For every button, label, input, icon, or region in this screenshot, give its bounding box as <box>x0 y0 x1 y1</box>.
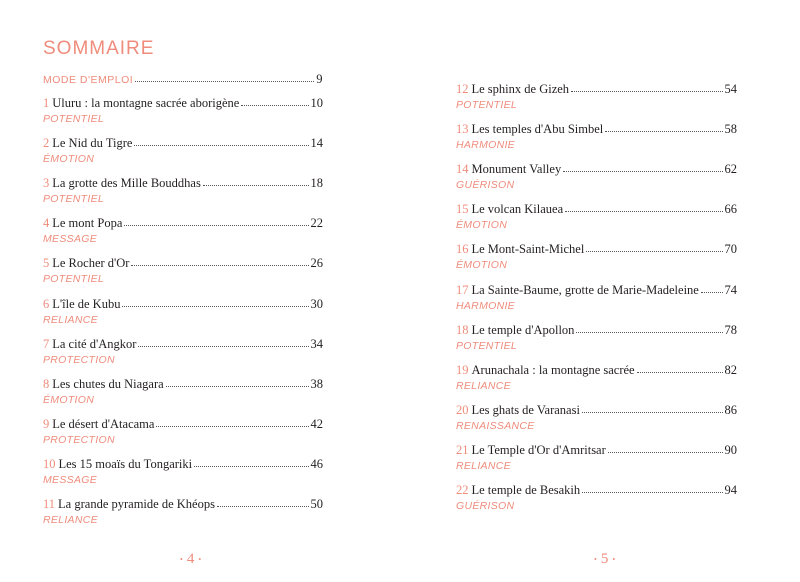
dot-leader <box>605 122 722 132</box>
dot-leader <box>701 283 723 293</box>
entry-tag: ÉMOTION <box>456 219 508 232</box>
entry-title: La grotte des Mille Bouddhas <box>52 176 201 191</box>
entry-page: 54 <box>724 82 737 96</box>
page-number: • 4 • <box>180 551 202 567</box>
toc-entry[interactable] <box>43 337 323 367</box>
entry-page: 22 <box>310 216 323 231</box>
entry-number: 4 <box>43 216 50 231</box>
entry-number: 5 <box>43 256 50 271</box>
entry-tag: RELIANCE <box>43 313 98 326</box>
entry-page: 62 <box>724 162 737 177</box>
dot-leader <box>135 72 314 82</box>
entry-page: 86 <box>724 402 737 417</box>
entry-title: MODE D'EMPLOI <box>43 74 134 86</box>
mode-emploi-entry[interactable] <box>43 72 323 88</box>
entry-tag: HARMONIE <box>456 139 515 152</box>
entry-page: 14 <box>310 136 323 151</box>
toc-entry[interactable] <box>43 256 323 286</box>
toc-entry[interactable] <box>43 497 323 527</box>
entry-title: L'île de Kubu <box>52 296 121 311</box>
entry-number: 10 <box>43 456 56 471</box>
entry-number: 22 <box>456 483 469 497</box>
toc-entry[interactable] <box>456 403 737 433</box>
entry-title: Le Temple d'Or d'Amritsar <box>471 442 606 457</box>
entry-tag: POTENTIEL <box>456 339 518 352</box>
entry-tag: MESSAGE <box>43 473 98 486</box>
entry-number: 20 <box>456 402 469 417</box>
toc-entry[interactable] <box>456 82 737 112</box>
dot-leader <box>194 457 308 467</box>
entry-page: 9 <box>316 72 323 86</box>
toc-entry[interactable] <box>43 96 323 126</box>
dot-leader <box>124 216 308 226</box>
dot-leader <box>582 403 723 413</box>
dot-leader <box>134 136 308 146</box>
dot-leader <box>576 323 722 333</box>
entry-page: 18 <box>310 176 323 191</box>
dot-leader <box>131 256 308 266</box>
entry-page: 34 <box>310 336 323 351</box>
entry-number: 17 <box>456 282 469 297</box>
entry-number: 8 <box>43 376 50 391</box>
entry-title: Le Mont-Saint-Michel <box>471 242 585 257</box>
entry-number: 12 <box>456 82 469 96</box>
entry-tag: RELIANCE <box>43 514 98 526</box>
dot-leader <box>138 337 308 347</box>
entry-number: 9 <box>43 416 50 431</box>
entry-page: 90 <box>724 442 737 457</box>
entry-page: 38 <box>310 376 323 391</box>
entry-page: 74 <box>724 282 737 297</box>
toc-entry[interactable] <box>43 176 323 206</box>
entry-tag: ÉMOTION <box>43 393 95 406</box>
entry-page: 30 <box>310 296 323 311</box>
entry-number: 1 <box>43 96 50 110</box>
toc-entry[interactable] <box>456 443 737 473</box>
right-page <box>400 0 800 582</box>
entry-page: 66 <box>724 202 737 217</box>
entry-page: 46 <box>310 456 323 471</box>
toc-entry[interactable] <box>456 202 737 232</box>
entry-title: Arunachala : la montagne sacrée <box>471 362 635 377</box>
entry-tag: ÉMOTION <box>456 259 508 272</box>
entry-page: 82 <box>724 362 737 377</box>
dot-leader <box>241 96 308 106</box>
entry-title: Les temples d'Abu Simbel <box>471 122 604 137</box>
entry-title: Le temple de Besakih <box>471 483 581 497</box>
entry-title: Les 15 moaïs du Tongariki <box>58 456 193 471</box>
entry-number: 11 <box>43 497 56 511</box>
entry-title: Les ghats de Varanasi <box>471 402 580 417</box>
entry-page: 70 <box>724 242 737 257</box>
entry-number: 2 <box>43 136 50 151</box>
entry-page: 58 <box>724 122 737 137</box>
entry-number: 13 <box>456 122 469 137</box>
dot-leader <box>565 202 722 212</box>
dot-leader <box>122 297 308 307</box>
entry-tag: RELIANCE <box>456 459 511 472</box>
entry-number: 3 <box>43 176 50 191</box>
dot-leader <box>203 176 309 186</box>
entry-page: 50 <box>310 497 323 511</box>
entry-title: La cité d'Angkor <box>52 336 137 351</box>
toc-entry[interactable] <box>43 297 323 327</box>
entry-tag: POTENTIEL <box>43 193 105 206</box>
dot-leader <box>563 162 722 172</box>
toc-entry[interactable] <box>456 283 737 313</box>
entry-tag: GUÉRISON <box>456 179 515 192</box>
entry-number: 18 <box>456 322 469 337</box>
toc-entry[interactable] <box>43 377 323 407</box>
entry-number: 21 <box>456 442 469 457</box>
toc-entry[interactable] <box>456 323 737 353</box>
entry-tag: HARMONIE <box>456 299 515 312</box>
entry-tag: GUÉRISON <box>456 500 515 512</box>
toc-entry[interactable] <box>43 417 323 447</box>
entry-number: 16 <box>456 242 469 257</box>
entry-tag: ÉMOTION <box>43 153 95 166</box>
entry-number: 19 <box>456 362 469 377</box>
entry-tag: PROTECTION <box>43 433 115 446</box>
entry-page: 42 <box>310 416 323 431</box>
entry-tag: RELIANCE <box>456 379 511 392</box>
dot-leader <box>156 417 308 427</box>
toc-entry[interactable] <box>456 242 737 272</box>
dot-leader <box>217 497 309 507</box>
dot-leader <box>571 82 722 92</box>
entry-tag: RENAISSANCE <box>456 419 535 432</box>
page-title: SOMMAIRE <box>43 38 155 59</box>
entry-title: Le Nid du Tigre <box>52 136 133 151</box>
dot-leader <box>637 363 723 373</box>
page-number: • 5 • <box>594 551 616 567</box>
entry-number: 7 <box>43 336 50 351</box>
entry-tag: POTENTIEL <box>43 273 105 286</box>
entry-page: 10 <box>310 96 323 110</box>
dot-leader <box>586 242 722 252</box>
entry-tag: MESSAGE <box>43 233 98 246</box>
toc-entry[interactable] <box>456 363 737 393</box>
entry-title: Les chutes du Niagara <box>52 376 164 391</box>
entry-title: Le volcan Kilauea <box>471 202 564 217</box>
entry-number: 15 <box>456 202 469 217</box>
toc-entry[interactable] <box>43 216 323 246</box>
entry-title: Monument Valley <box>471 162 562 177</box>
entry-number: 6 <box>43 296 50 311</box>
entry-title: Uluru : la montagne sacrée aborigène <box>52 96 240 110</box>
dot-leader <box>166 377 309 387</box>
entry-title: Le désert d'Atacama <box>52 416 155 431</box>
toc-entry[interactable] <box>456 122 737 152</box>
dot-leader <box>582 483 722 493</box>
entry-title: La Sainte-Baume, grotte de Marie-Madeleine <box>471 282 699 297</box>
toc-entry[interactable] <box>456 162 737 192</box>
dot-leader <box>608 443 723 453</box>
entry-title: Le mont Popa <box>52 216 123 231</box>
entry-number: 14 <box>456 162 469 177</box>
toc-entry[interactable] <box>456 483 737 513</box>
entry-tag: POTENTIEL <box>43 113 105 125</box>
entry-page: 26 <box>310 256 323 271</box>
entry-page: 78 <box>724 322 737 337</box>
entry-title: Le sphinx de Gizeh <box>471 82 570 96</box>
toc-entry[interactable] <box>43 457 323 487</box>
entry-title: Le Rocher d'Or <box>52 256 130 271</box>
toc-entry[interactable] <box>43 136 323 166</box>
entry-tag: PROTECTION <box>43 353 115 366</box>
entry-title: Le temple d'Apollon <box>471 322 575 337</box>
entry-tag: POTENTIEL <box>456 99 518 111</box>
entry-page: 94 <box>724 483 737 497</box>
entry-title: La grande pyramide de Khéops <box>58 497 215 511</box>
